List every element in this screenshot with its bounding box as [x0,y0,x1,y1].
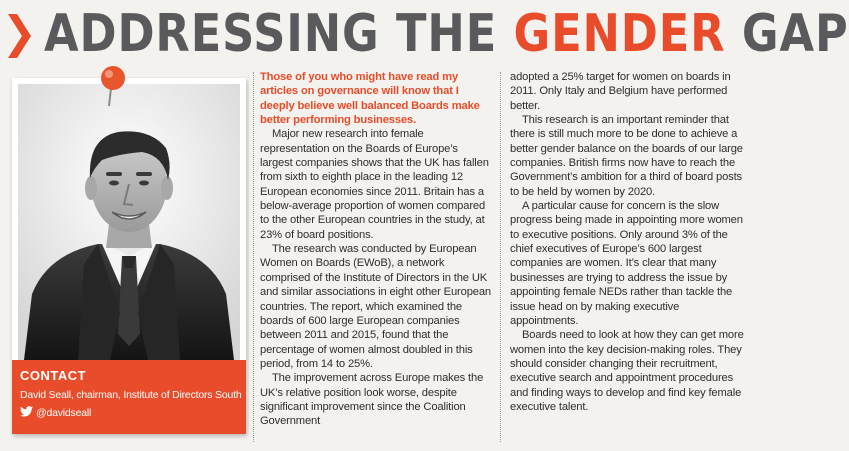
body-paragraph: This research is an important reminder that there is still much more to be done to achieve a better gender balance on the boards of our large companies. British firms now have to reach the Government’s ambition for a third of board posts to be held by women by 2020. [510,114,743,198]
author-portrait [18,84,240,360]
portrait-illustration [18,84,240,360]
body-paragraph: Boards need to look at how they can get more women into the key decision-making roles. They should consider changing their recruitment, executive search and appointment procedures and finding ways to develop and find key female executive talent. [510,329,744,413]
article-column-2 [510,70,748,414]
twitter-bird-icon [20,406,33,417]
contact-twitter[interactable] [20,406,91,419]
author-photo-card [12,78,246,434]
title-suffix: GAP [725,4,849,64]
contact-box [12,360,246,434]
article-column-1 [260,70,492,429]
lead-paragraph: Those of you who might have read my articles on governance will know that I deeply believe well balanced Boards make better performing businesses. [260,71,480,127]
title-prefix: ADDRESSING THE [44,4,514,64]
body-paragraph: The improvement across Europe makes the UK’s relative position look worse, despite significant improvement since the Coalition Government [260,372,484,428]
contact-heading: CONTACT [20,368,87,383]
title-accent-word: GENDER [513,4,726,64]
body-paragraph: The research was conducted by European Women on Boards (EWoB), a network comprised of the Institute of Directors in the UK and similar associations in eight other European countries. The report, which examined the boards of 600 large European companies between 2011 and 2015, found that the percentage of women almost doubled in this period, from 14 to 25%. [260,243,491,370]
chevron-right-icon [4,10,34,62]
body-paragraph: adopted a 25% target for women on boards in 2011. Only Italy and Belgium have performed better. [510,71,731,112]
contact-name-line: David Seall, chairman, Institute of Directors South [20,389,242,401]
column-divider-left [253,72,254,442]
body-paragraph: A particular cause for concern is the slow progress being made in appointing more women to executive positions. Only around 3% of the chief executives of Europe’s 600 largest companies are women. It’s clear that many businesses are trying to address the issue by appointing female NEDs rather than tackle the issue head on by making executive appointments. [510,200,743,327]
article-title [44,2,849,66]
pushpin-icon [96,64,128,108]
column-divider [500,72,501,442]
twitter-handle: @davidseall [36,407,92,419]
body-paragraph: Major new research into female representation on the Boards of Europe’s largest companies shows that the UK has fallen from sixth to eighth place in the leading 12 European economies since 2011. Britain has a below-average proportion of women compared to the other European countries in the study, at 23% of board positions. [260,128,489,241]
